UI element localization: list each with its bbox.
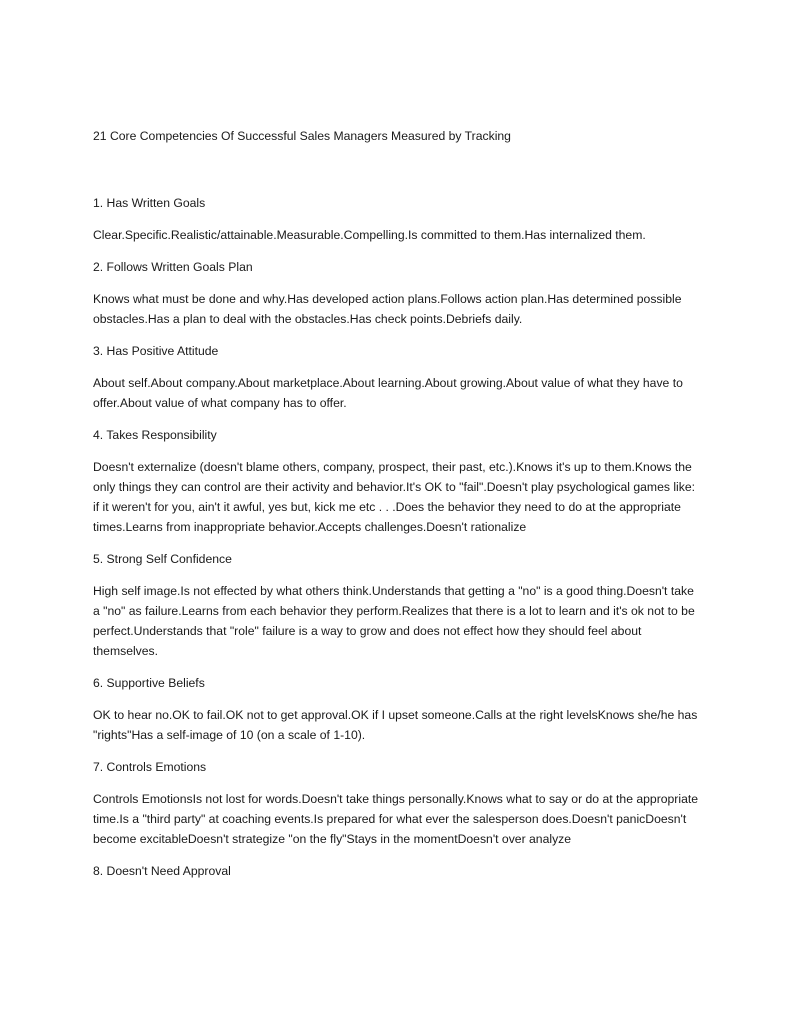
competency-section-8: [93, 861, 699, 881]
competency-section-3: [93, 341, 699, 413]
section-text: OK to hear no.OK to fail.OK not to get approval.OK if I upset someone.Calls at the right levelsKnows she/he has "rights"Has a self-image of 10 (on a scale of 1-10).: [93, 708, 698, 742]
section-text: Doesn't externalize (doesn't blame others, company, prospect, their past, etc.).Knows it's up to them.Knows the only things they can control are their activity and behavior.It's OK to "fail".Doesn't play psychological games like: if it weren't for you, ain't it awful, yes but, kick me etc . . .Does the behavior they need to do at the appropriate times.Learns from inappropriate behavior.Accepts challenges.Doesn't rationalize: [93, 460, 695, 534]
section-heading: 4. Takes Responsibility: [93, 428, 217, 442]
section-heading: 3. Has Positive Attitude: [93, 344, 219, 358]
document-page: [93, 126, 699, 893]
section-heading: 5. Strong Self Confidence: [93, 552, 232, 566]
document-title: 21 Core Competencies Of Successful Sales Managers Measured by Tracking: [93, 129, 511, 143]
competency-section-2: [93, 257, 699, 329]
section-heading: 7. Controls Emotions: [93, 760, 207, 774]
section-text: Clear.Specific.Realistic/attainable.Measurable.Compelling.Is committed to them.Has internalized them.: [93, 228, 646, 242]
section-text: Controls EmotionsIs not lost for words.Doesn't take things personally.Knows what to say or do at the appropriate time.Is a "third party" at coaching events.Is prepared for what ever the salesperson does.Doesn't panicDoesn't become excitableDoesn't strategize "on the fly"Stays in the momentDoesn't over analyze: [93, 792, 699, 846]
competency-section-7: [93, 757, 699, 849]
competency-section-4: [93, 425, 699, 537]
section-text: High self image.Is not effected by what others think.Understands that getting a "no" is a good thing.Doesn't take a "no" as failure.Learns from each behavior they perform.Realizes that there is a lot to learn and it's ok not to be perfect.Understands that "role" failure is a way to grow and does not effect how they should feel about themselves.: [93, 584, 695, 658]
competency-section-5: [93, 549, 699, 661]
section-heading: 6. Supportive Beliefs: [93, 676, 205, 690]
competency-section-1: [93, 193, 699, 245]
section-heading: 8. Doesn't Need Approval: [93, 864, 231, 878]
section-text: About self.About company.About marketplace.About learning.About growing.About value of what they have to offer.About value of what company has to offer.: [93, 376, 683, 410]
competency-section-6: [93, 673, 699, 745]
section-heading: 1. Has Written Goals: [93, 196, 206, 210]
section-heading: 2. Follows Written Goals Plan: [93, 260, 253, 274]
section-text: Knows what must be done and why.Has developed action plans.Follows action plan.Has determined possible obstacles.Has a plan to deal with the obstacles.Has check points.Debriefs daily.: [93, 292, 682, 326]
